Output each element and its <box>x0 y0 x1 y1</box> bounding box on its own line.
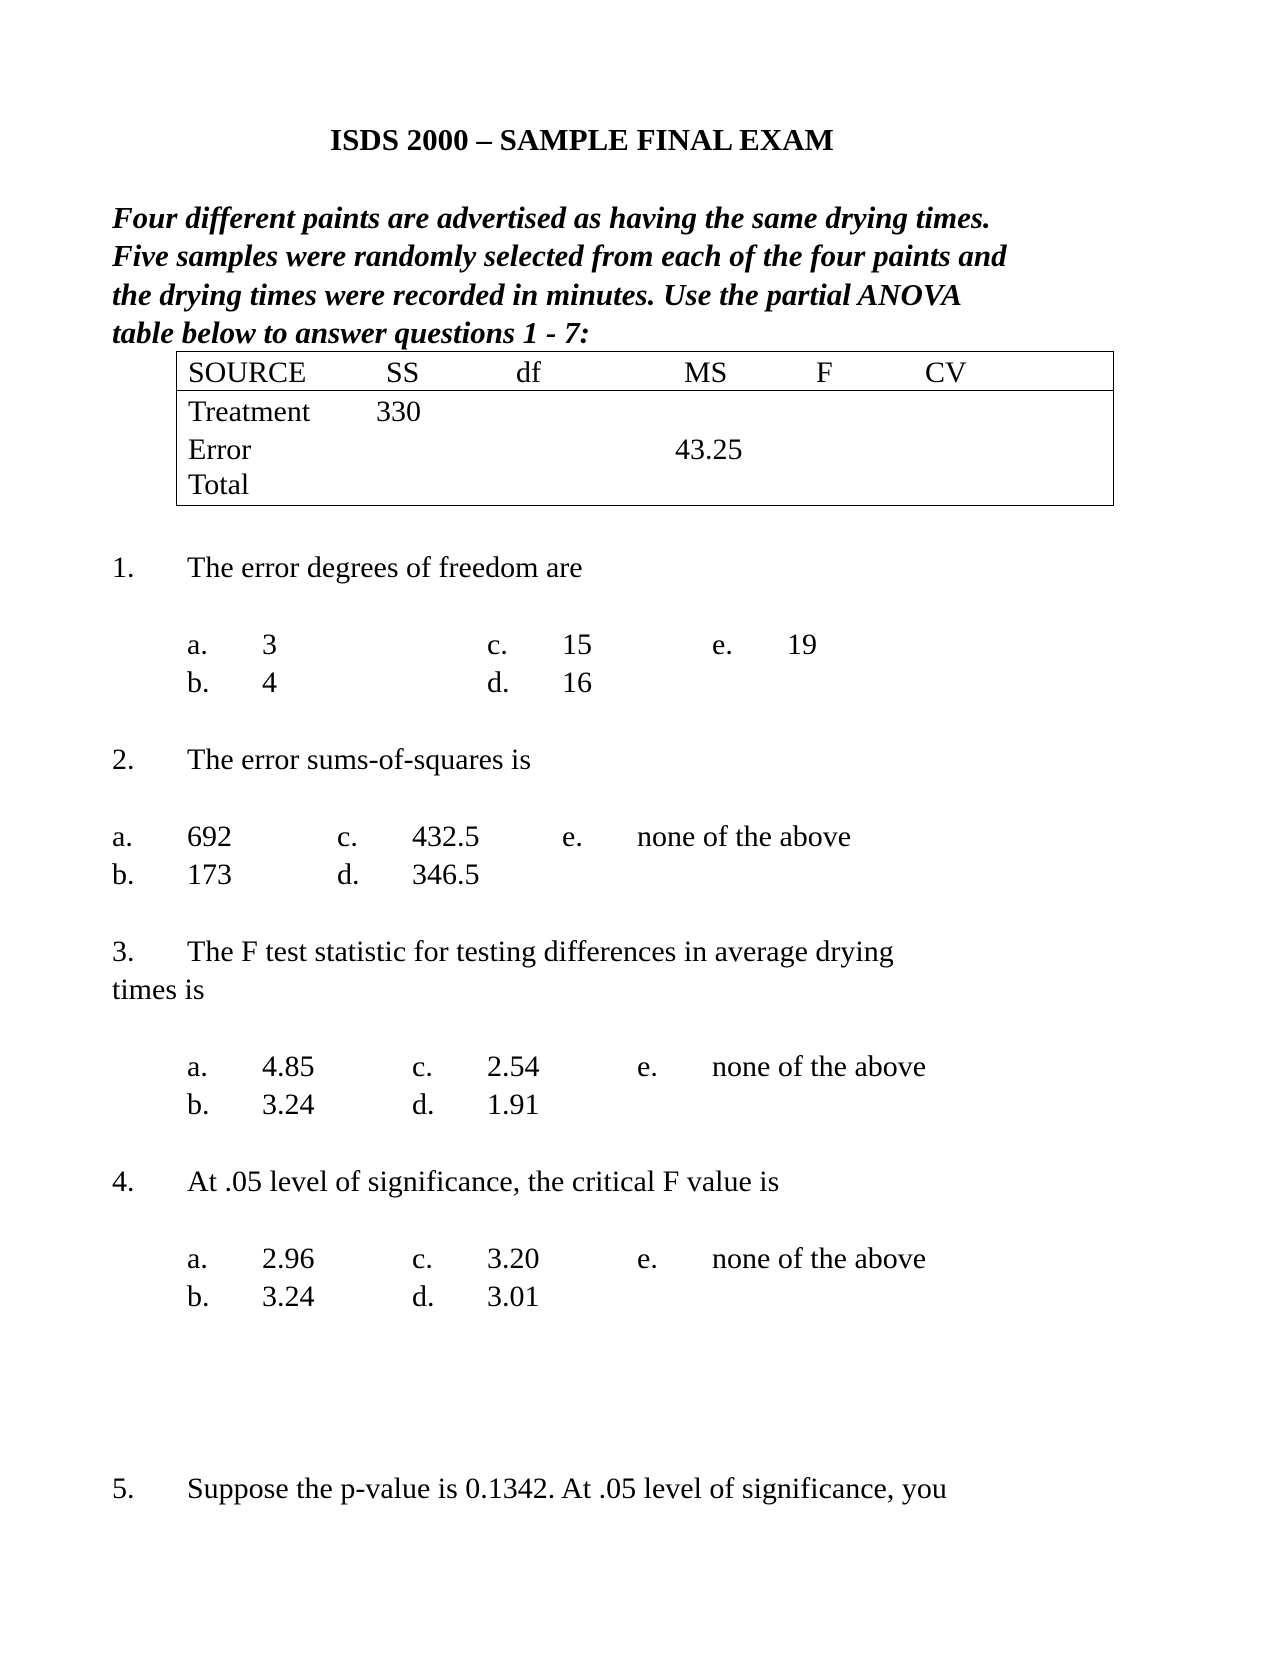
option-letter: a. <box>187 1050 208 1083</box>
option-letter: b. <box>112 858 135 891</box>
question-number: 1. <box>112 551 135 584</box>
option-letter: e. <box>637 1242 658 1275</box>
option-letter: a. <box>112 820 133 853</box>
option-value[interactable]: none of the above <box>637 820 852 853</box>
option-letter: c. <box>487 628 508 661</box>
option-value[interactable]: none of the above <box>712 1050 927 1083</box>
anova-header-divider <box>177 390 1113 391</box>
option-letter: b. <box>187 666 210 699</box>
option-letter: c. <box>337 820 358 853</box>
question-text: The F test statistic for testing differences in average drying <box>187 935 894 968</box>
intro-line: Four different paints are advertised as having the same drying times. <box>112 200 991 235</box>
option-value[interactable]: 1.91 <box>487 1088 540 1121</box>
option-value[interactable]: 3.24 <box>262 1088 315 1121</box>
anova-row-ss: 330 <box>376 395 421 428</box>
option-letter: c. <box>412 1050 433 1083</box>
anova-row-source: Error <box>188 433 252 466</box>
anova-header-df: df <box>516 356 541 389</box>
option-value[interactable]: 3.01 <box>487 1280 540 1313</box>
question-text: The error sums-of-squares is <box>187 743 532 776</box>
option-value[interactable]: 432.5 <box>412 820 480 853</box>
question-text: Suppose the p-value is 0.1342. At .05 level of significance, you <box>187 1472 947 1505</box>
option-letter: a. <box>187 1242 208 1275</box>
option-letter: a. <box>187 628 208 661</box>
question-number: 4. <box>112 1165 135 1198</box>
anova-row-source: Total <box>188 468 250 501</box>
intro-line: table below to answer questions 1 - 7: <box>112 315 590 350</box>
option-value[interactable]: 4 <box>262 666 277 699</box>
anova-header-ss: SS <box>386 356 420 389</box>
question-text-continued: times is <box>112 973 205 1006</box>
question-number: 3. <box>112 935 135 968</box>
option-value[interactable]: 3.24 <box>262 1280 315 1313</box>
option-letter: e. <box>562 820 583 853</box>
option-value[interactable]: 16 <box>562 666 592 699</box>
anova-header-ms: MS <box>684 356 728 389</box>
option-value[interactable]: 173 <box>187 858 232 891</box>
question-text: The error degrees of freedom are <box>187 551 583 584</box>
anova-header-source: SOURCE <box>188 356 307 389</box>
option-letter: e. <box>712 628 733 661</box>
option-letter: c. <box>412 1242 433 1275</box>
question-number: 5. <box>112 1472 135 1505</box>
intro-line: the drying times were recorded in minutes. Use the partial ANOVA <box>112 277 962 312</box>
anova-row-source: Treatment <box>188 395 311 428</box>
option-value[interactable]: 4.85 <box>262 1050 315 1083</box>
option-letter: b. <box>187 1088 210 1121</box>
option-letter: d. <box>412 1280 435 1313</box>
option-value[interactable]: 346.5 <box>412 858 480 891</box>
option-value[interactable]: 15 <box>562 628 592 661</box>
option-letter: e. <box>637 1050 658 1083</box>
anova-header-f: F <box>816 356 833 389</box>
option-letter: d. <box>487 666 510 699</box>
option-value[interactable]: 692 <box>187 820 232 853</box>
option-letter: d. <box>337 858 360 891</box>
option-value[interactable]: 19 <box>787 628 817 661</box>
option-letter: b. <box>187 1280 210 1313</box>
option-letter: d. <box>412 1088 435 1121</box>
anova-header-cv: CV <box>925 356 967 389</box>
question-text: At .05 level of significance, the critical F value is <box>187 1165 780 1198</box>
anova-table <box>176 351 1114 506</box>
page-title: ISDS 2000 – SAMPLE FINAL EXAM <box>330 122 834 157</box>
option-value[interactable]: none of the above <box>712 1242 927 1275</box>
anova-row-ms: 43.25 <box>675 433 743 466</box>
option-value[interactable]: 2.96 <box>262 1242 315 1275</box>
question-number: 2. <box>112 743 135 776</box>
intro-line: Five samples were randomly selected from each of the four paints and <box>112 238 1007 273</box>
option-value[interactable]: 3 <box>262 628 277 661</box>
option-value[interactable]: 3.20 <box>487 1242 540 1275</box>
option-value[interactable]: 2.54 <box>487 1050 540 1083</box>
